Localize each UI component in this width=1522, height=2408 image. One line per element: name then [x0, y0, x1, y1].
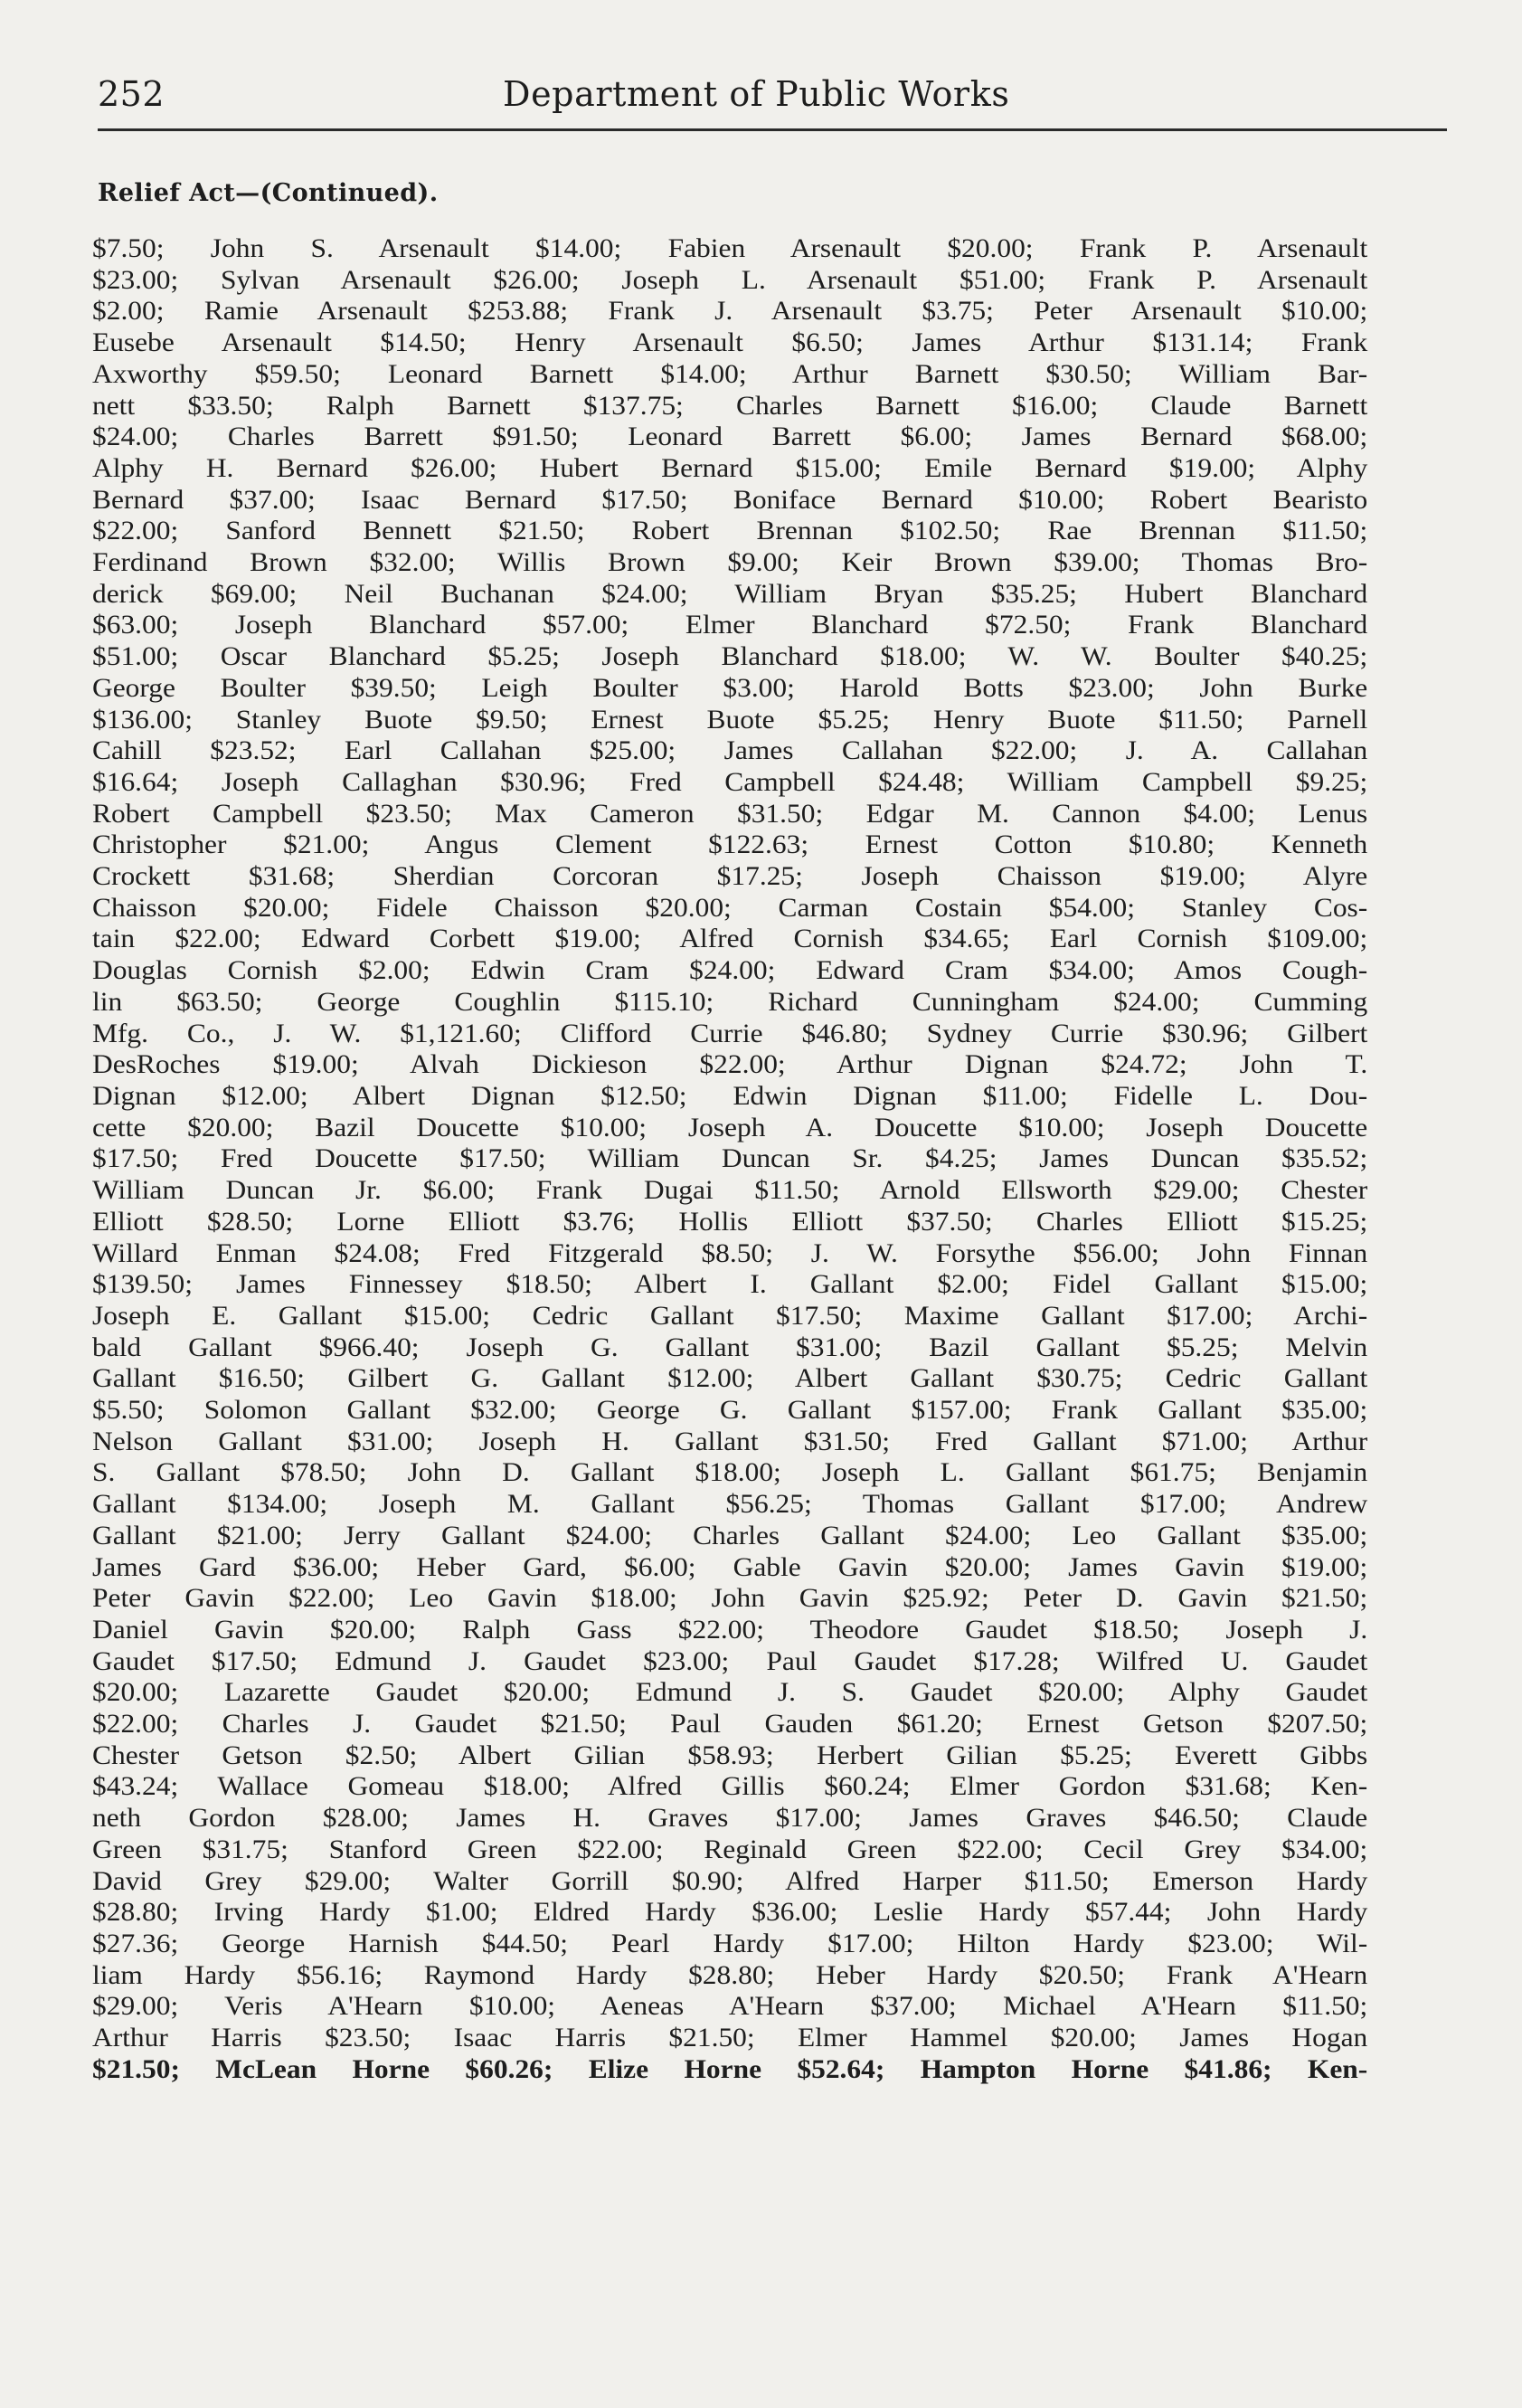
text-line: Ferdinand Brown $32.00; Willis Brown $9.00; Keir Brown $39.00; Thomas Bro- — [92, 548, 1368, 578]
text-line: Christopher $21.00; Angus Clement $122.63; Ernest Cotton $10.80; Kenneth — [92, 830, 1368, 860]
text-line: $22.00; Charles J. Gaudet $21.50; Paul Gauden $61.20; Ernest Getson $207.50; — [92, 1710, 1368, 1740]
text-line: $20.00; Lazarette Gaudet $20.00; Edmund J. S. Gaudet $20.00; Alphy Gaudet — [92, 1678, 1368, 1708]
text-line: Dignan $12.00; Albert Dignan $12.50; Edwin Dignan $11.00; Fidelle L. Dou- — [92, 1081, 1368, 1111]
text-line: lin $63.50; George Coughlin $115.10; Richard Cunningham $24.00; Cumming — [92, 987, 1368, 1017]
text-line: Mfg. Co., J. W. $1,121.60; Clifford Currie $46.80; Sydney Currie $30.96; Gilbert — [92, 1019, 1368, 1048]
text-line: Gallant $21.00; Jerry Gallant $24.00; Charles Gallant $24.00; Leo Gallant $35.00; — [92, 1521, 1368, 1550]
text-line: Elliott $28.50; Lorne Elliott $3.76; Hollis Elliott $37.50; Charles Elliott $15.25; — [92, 1207, 1368, 1237]
text-line: DesRoches $19.00; Alvah Dickieson $22.00; Arthur Dignan $24.72; John T. — [92, 1050, 1368, 1080]
text-line: George Boulter $39.50; Leigh Boulter $3.00; Harold Botts $23.00; John Burke — [92, 673, 1368, 703]
text-line: Crockett $31.68; Sherdian Corcoran $17.25; Joseph Chaisson $19.00; Alyre — [92, 862, 1368, 892]
text-line: Gallant $16.50; Gilbert G. Gallant $12.00; Albert Gallant $30.75; Cedric Gallant — [92, 1364, 1368, 1394]
text-line: Willard Enman $24.08; Fred Fitzgerald $8.50; J. W. Forsythe $56.00; John Finnan — [92, 1238, 1368, 1268]
text-line: Green $31.75; Stanford Green $22.00; Reginald Green $22.00; Cecil Grey $34.00; — [92, 1834, 1368, 1864]
text-line: $27.36; George Harnish $44.50; Pearl Hardy $17.00; Hilton Hardy $23.00; Wil- — [92, 1929, 1368, 1958]
text-line: $139.50; James Finnessey $18.50; Albert I. Gallant $2.00; Fidel Gallant $15.00; — [92, 1270, 1368, 1300]
text-line: Axworthy $59.50; Leonard Barnett $14.00; Arthur Barnett $30.50; William Bar- — [92, 359, 1368, 389]
text-line: $21.50; McLean Horne $60.26; Elize Horne $52.64; Hampton Horne $41.86; Ken- — [92, 2054, 1368, 2084]
text-line: David Grey $29.00; Walter Gorrill $0.90; Alfred Harper $11.50; Emerson Hardy — [92, 1866, 1368, 1896]
text-line: James Gard $36.00; Heber Gard, $6.00; Gable Gavin $20.00; James Gavin $19.00; — [92, 1552, 1368, 1582]
section-heading: Relief Act—(Continued). — [98, 179, 439, 207]
text-line: $24.00; Charles Barrett $91.50; Leonard Barrett $6.00; James Bernard $68.00; — [92, 422, 1368, 452]
text-line: Cahill $23.52; Earl Callahan $25.00; James Callahan $22.00; J. A. Callahan — [92, 736, 1368, 766]
text-line: William Duncan Jr. $6.00; Frank Dugai $11.50; Arnold Ellsworth $29.00; Chester — [92, 1176, 1368, 1206]
text-line: bald Gallant $966.40; Joseph G. Gallant $31.00; Bazil Gallant $5.25; Melvin — [92, 1332, 1368, 1362]
text-line: Douglas Cornish $2.00; Edwin Cram $24.00; Edward Cram $34.00; Amos Cough- — [92, 956, 1368, 986]
text-line: $7.50; John S. Arsenault $14.00; Fabien Arsenault $20.00; Frank P. Arsenault — [92, 234, 1368, 263]
text-line: Joseph E. Gallant $15.00; Cedric Gallant $17.50; Maxime Gallant $17.00; Archi- — [92, 1301, 1368, 1331]
text-line: Bernard $37.00; Isaac Bernard $17.50; Boniface Bernard $10.00; Robert Bearisto — [92, 485, 1368, 515]
text-line: $16.64; Joseph Callaghan $30.96; Fred Campbell $24.48; William Campbell $9.25; — [92, 767, 1368, 797]
text-line: Gallant $134.00; Joseph M. Gallant $56.25; Thomas Gallant $17.00; Andrew — [92, 1490, 1368, 1520]
text-line: $23.00; Sylvan Arsenault $26.00; Joseph L. Arsenault $51.00; Frank P. Arsenault — [92, 265, 1368, 295]
text-line: neth Gordon $28.00; James H. Graves $17.00; James Graves $46.50; Claude — [92, 1804, 1368, 1834]
text-line: liam Hardy $56.16; Raymond Hardy $28.80; Heber Hardy $20.50; Frank A'Hearn — [92, 1960, 1368, 1990]
text-line: Gaudet $17.50; Edmund J. Gaudet $23.00; Paul Gaudet $17.28; Wilfred U. Gaudet — [92, 1646, 1368, 1676]
text-line: cette $20.00; Bazil Doucette $10.00; Joseph A. Doucette $10.00; Joseph Doucette — [92, 1113, 1368, 1142]
text-line: $136.00; Stanley Buote $9.50; Ernest Buote $5.25; Henry Buote $11.50; Parnell — [92, 705, 1368, 735]
text-line: Daniel Gavin $20.00; Ralph Gass $22.00; Theodore Gaudet $18.50; Joseph J. — [92, 1615, 1368, 1645]
text-line: $22.00; Sanford Bennett $21.50; Robert Brennan $102.50; Rae Brennan $11.50; — [92, 517, 1368, 546]
text-line: Chaisson $20.00; Fidele Chaisson $20.00; Carman Costain $54.00; Stanley Cos- — [92, 893, 1368, 923]
text-line: derick $69.00; Neil Buchanan $24.00; William Bryan $35.25; Hubert Blanchard — [92, 579, 1368, 609]
text-line: Eusebe Arsenault $14.50; Henry Arsenault $6.50; James Arthur $131.14; Frank — [92, 328, 1368, 358]
text-line: S. Gallant $78.50; John D. Gallant $18.00; Joseph L. Gallant $61.75; Benjamin — [92, 1458, 1368, 1488]
body-text — [92, 233, 1367, 2085]
text-line: Peter Gavin $22.00; Leo Gavin $18.00; John Gavin $25.92; Peter D. Gavin $21.50; — [92, 1584, 1368, 1614]
text-line: $51.00; Oscar Blanchard $5.25; Joseph Blanchard $18.00; W. W. Boulter $40.25; — [92, 642, 1368, 672]
text-line: $17.50; Fred Doucette $17.50; William Duncan Sr. $4.25; James Duncan $35.52; — [92, 1144, 1368, 1174]
running-title: Department of Public Works — [503, 74, 1010, 114]
text-line: Chester Getson $2.50; Albert Gilian $58.93; Herbert Gilian $5.25; Everett Gibbs — [92, 1740, 1368, 1770]
text-line: $28.80; Irving Hardy $1.00; Eldred Hardy $36.00; Leslie Hardy $57.44; John Hardy — [92, 1898, 1368, 1928]
text-line: nett $33.50; Ralph Barnett $137.75; Charles Barnett $16.00; Claude Barnett — [92, 391, 1368, 421]
text-line: $43.24; Wallace Gomeau $18.00; Alfred Gillis $60.24; Elmer Gordon $31.68; Ken- — [92, 1772, 1368, 1802]
text-line: Nelson Gallant $31.00; Joseph H. Gallant $31.50; Fred Gallant $71.00; Arthur — [92, 1427, 1368, 1456]
text-line: $2.00; Ramie Arsenault $253.88; Frank J. Arsenault $3.75; Peter Arsenault $10.00; — [92, 297, 1368, 327]
text-line: Arthur Harris $23.50; Isaac Harris $21.50; Elmer Hammel $20.00; James Hogan — [92, 2024, 1368, 2053]
text-line: $5.50; Solomon Gallant $32.00; George G. Gallant $157.00; Frank Gallant $35.00; — [92, 1396, 1368, 1426]
text-line: $63.00; Joseph Blanchard $57.00; Elmer Blanchard $72.50; Frank Blanchard — [92, 611, 1368, 640]
text-line: Alphy H. Bernard $26.00; Hubert Bernard $15.00; Emile Bernard $19.00; Alphy — [92, 453, 1368, 483]
page-number: 252 — [98, 74, 165, 114]
text-line: tain $22.00; Edward Corbett $19.00; Alfred Cornish $34.65; Earl Cornish $109.00; — [92, 924, 1368, 954]
header-rule — [98, 128, 1447, 131]
text-line: Robert Campbell $23.50; Max Cameron $31.50; Edgar M. Cannon $4.00; Lenus — [92, 799, 1368, 829]
text-line: $29.00; Veris A'Hearn $10.00; Aeneas A'Hearn $37.00; Michael A'Hearn $11.50; — [92, 1992, 1368, 2022]
